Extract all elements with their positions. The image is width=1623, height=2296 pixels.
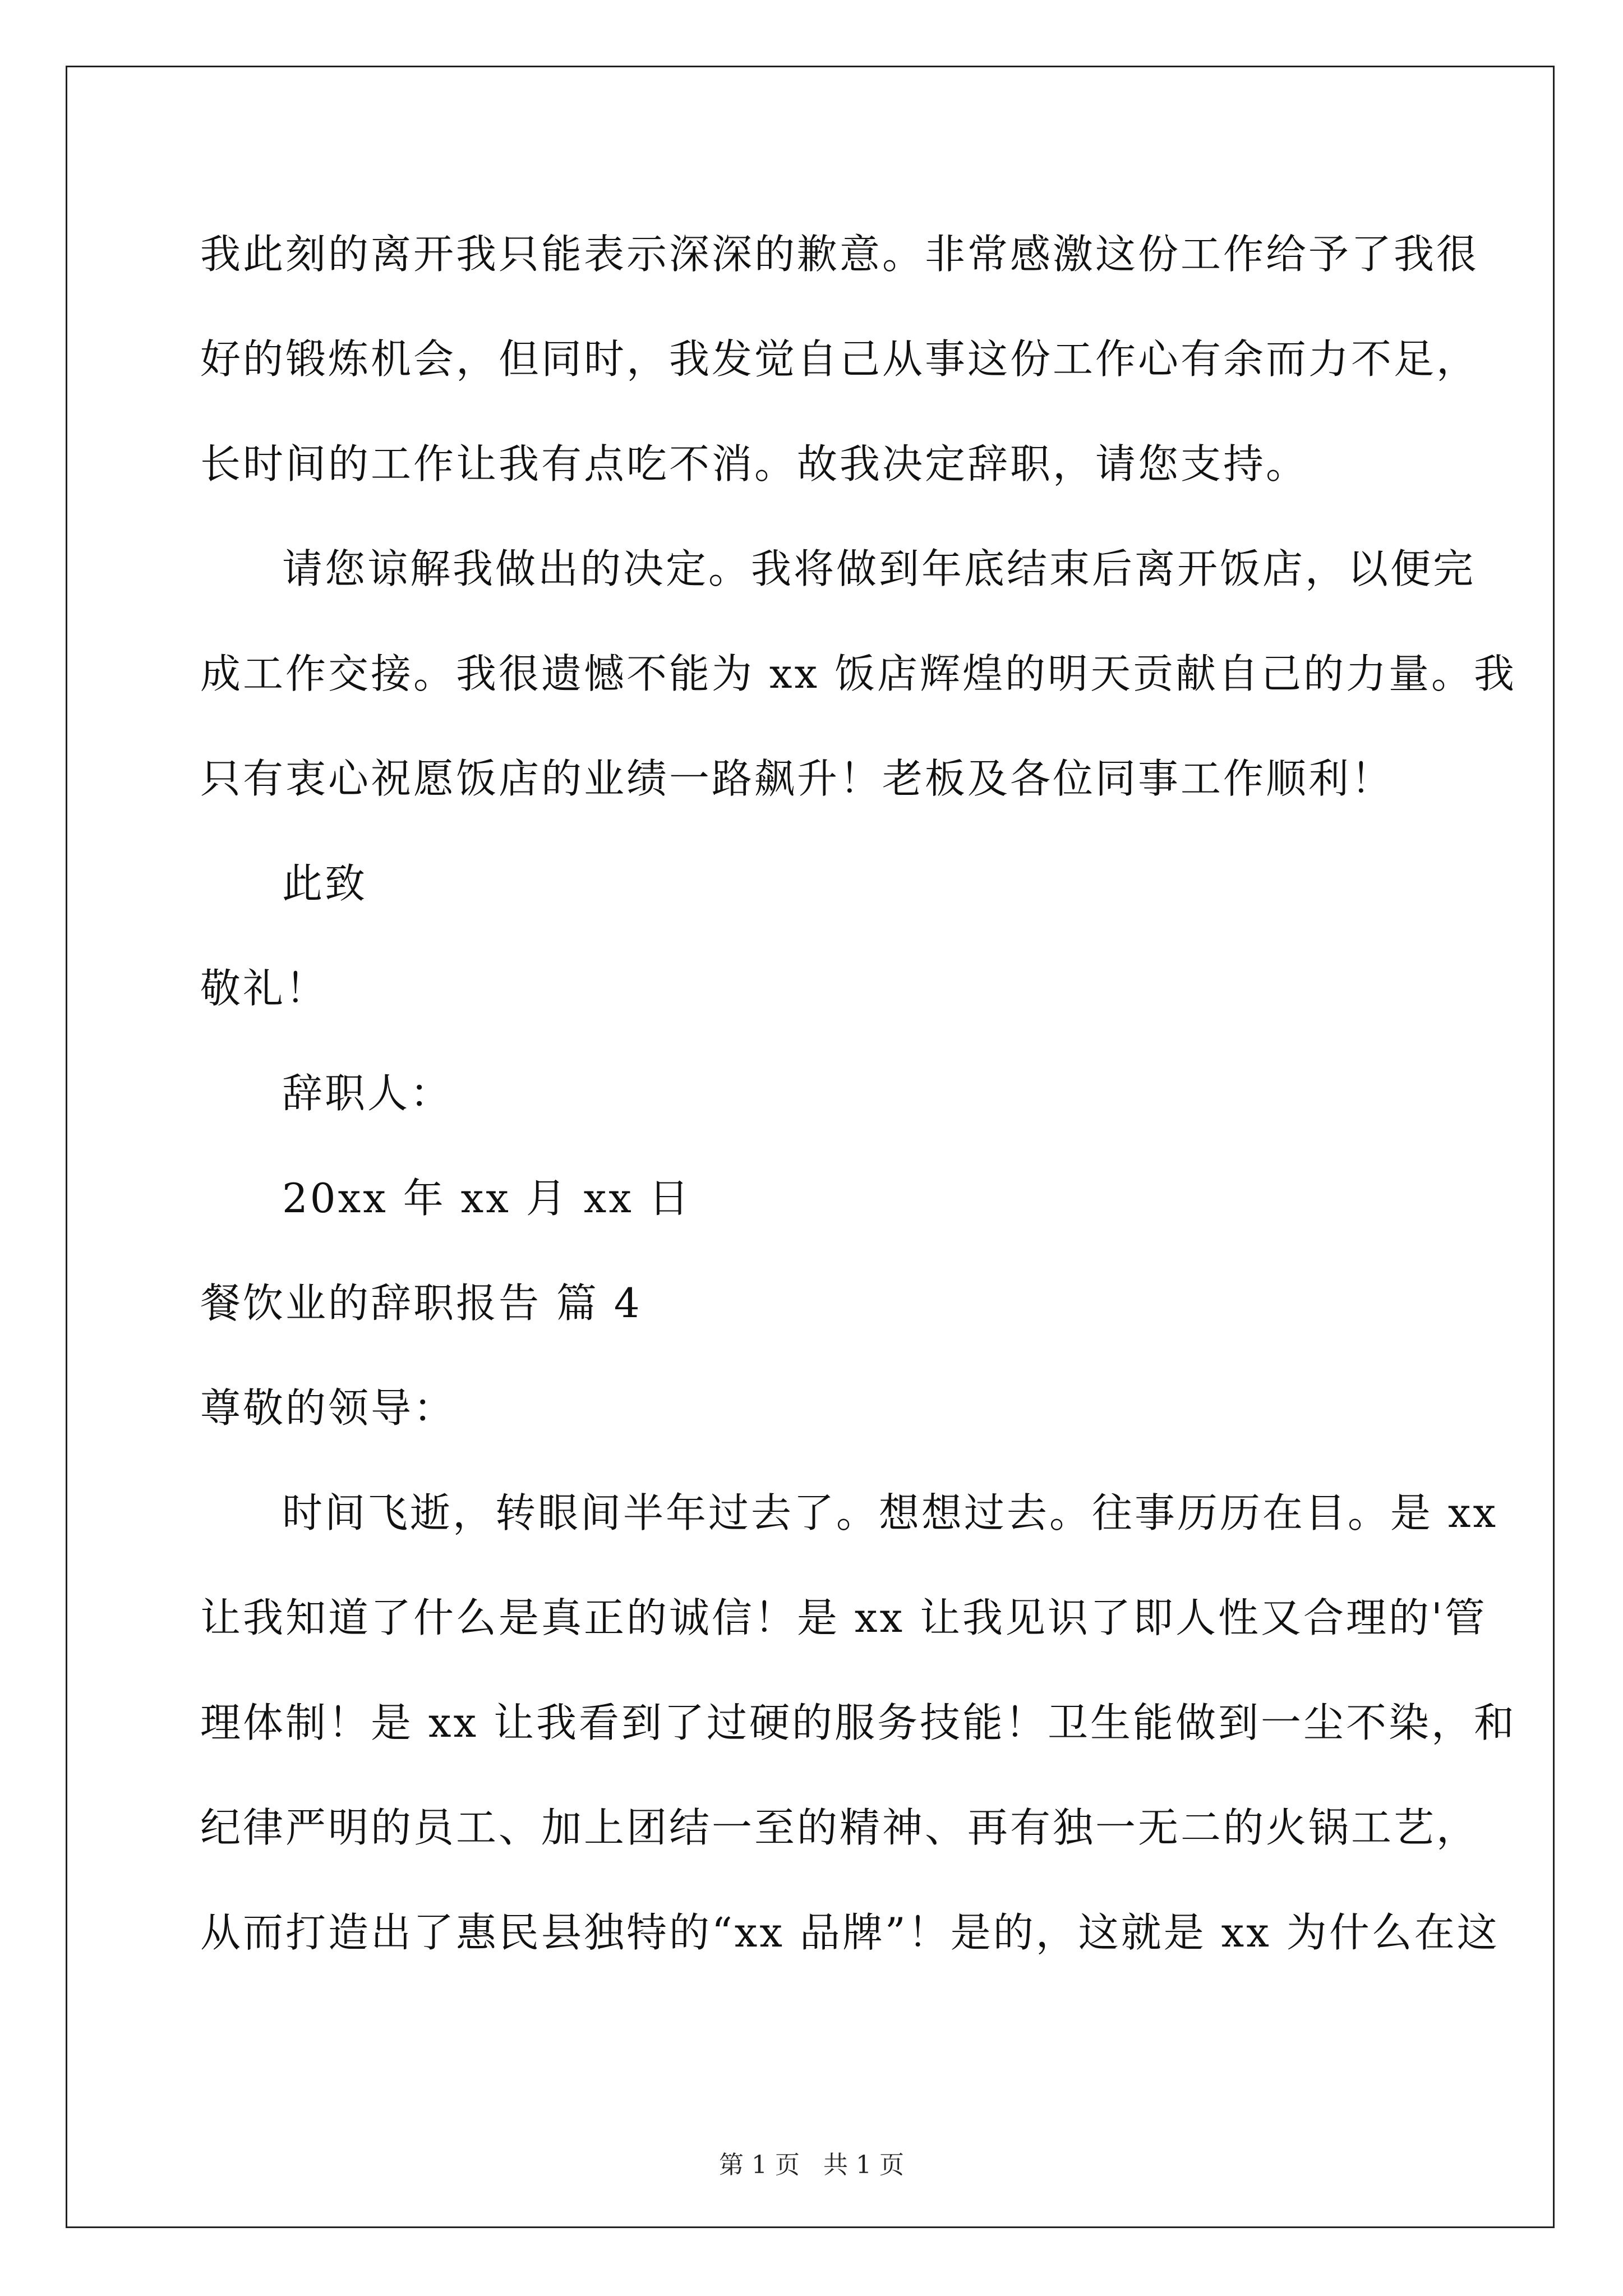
body-line-16: 纪律严明的员工、加上团结一至的精神、再有独一无二的火锅工艺， xyxy=(200,1804,1479,1851)
body-line-14: 让我知道了什么是真正的诚信！是 xx 让我见识了即人性又合理的'管 xyxy=(200,1594,1487,1641)
body-line-3: 长时间的工作让我有点吃不消。故我决定辞职，请您支持。 xyxy=(200,440,1309,487)
body-line-1: 我此刻的离开我只能表示深深的歉意。非常感激这份工作给予了我很 xyxy=(200,231,1479,278)
body-line-4: 请您谅解我做出的决定。我将做到年底结束后离开饭店，以便完 xyxy=(282,545,1476,592)
closing-greeting: 此致 xyxy=(282,860,368,907)
salutation: 尊敬的领导： xyxy=(200,1384,457,1432)
page-footer: 第 1 页 共 1 页 xyxy=(719,2151,904,2179)
body-line-2: 好的锻炼机会，但同时，我发觉自己从事这份工作心有余而力不足， xyxy=(200,335,1479,383)
date-line: 20xx 年 xx 月 xx 日 xyxy=(282,1175,691,1222)
closing-salute: 敬礼！ xyxy=(200,965,329,1012)
page-frame xyxy=(66,66,1555,2228)
body-line-13: 时间飞逝，转眼间半年过去了。想想过去。往事历历在目。是 xx xyxy=(282,1489,1498,1536)
body-line-5: 成工作交接。我很遗憾不能为 xx 饭店辉煌的明天贡献自己的力量。我 xyxy=(200,650,1516,697)
body-line-6: 只有衷心祝愿饭店的业绩一路飙升！老板及各位同事工作顺利！ xyxy=(200,755,1394,802)
body-line-17: 从而打造出了惠民县独特的“xx 品牌”！是的，这就是 xx 为什么在这 xyxy=(200,1909,1500,1956)
body-line-15: 理体制！是 xx 让我看到了过硬的服务技能！卫生能做到一尘不染，和 xyxy=(200,1699,1516,1746)
section-heading: 餐饮业的辞职报告 篇 4 xyxy=(200,1280,642,1327)
signature-label: 辞职人： xyxy=(282,1070,453,1117)
